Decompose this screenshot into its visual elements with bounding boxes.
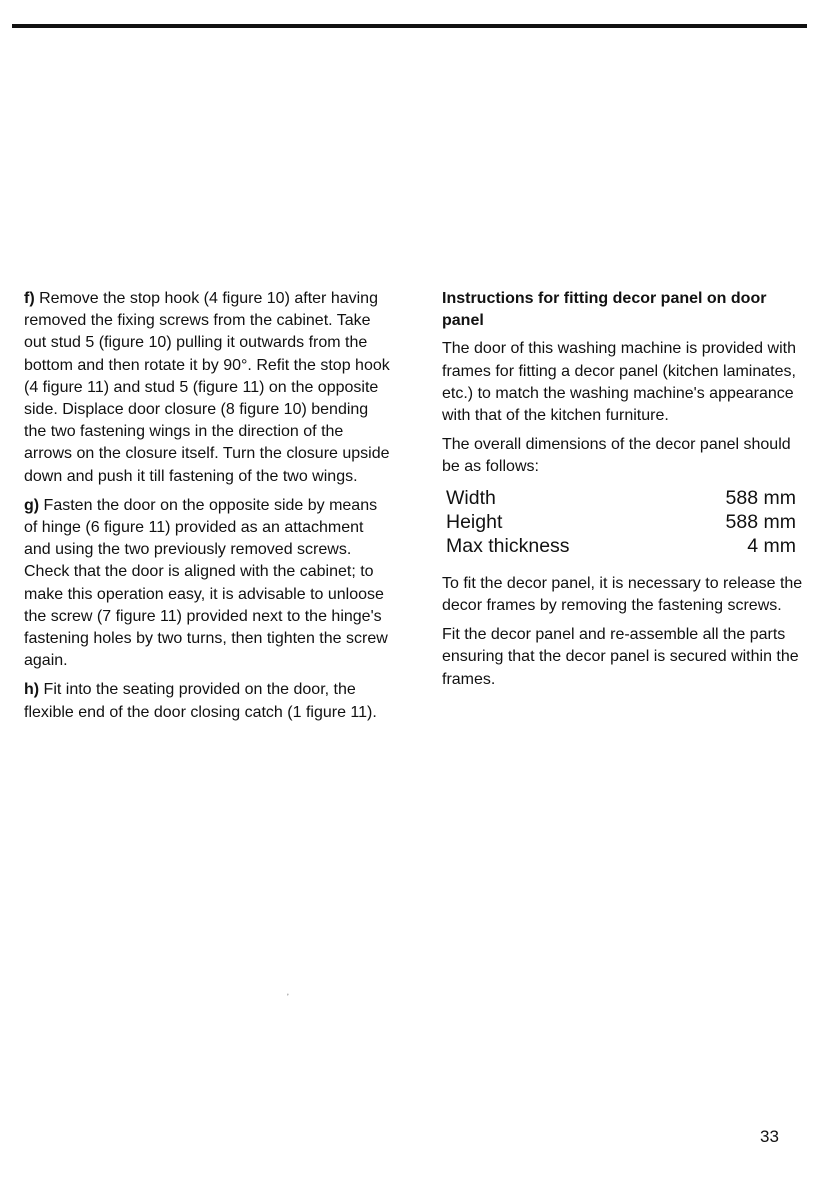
step-f-paragraph	[24, 288, 392, 488]
dimension-value: 588 mm	[725, 486, 796, 509]
step-g-text: Fasten the door on the opposite side by means of hinge (6 figure 11) provided as an attachment and using the two previously removed screws. Check that the door is aligned with the cabinet; to make this operation easy, it is advisable to unloose the screw (7 figure 11) provided next to the hinge's fastening holes by two turns, then tighten the screw again.	[24, 496, 388, 670]
decor-intro-paragraph: The door of this washing machine is provided with frames for fitting a decor panel (kitchen laminates, etc.) to match the washing machine's appearance with that of the kitchen furniture.	[442, 340, 796, 425]
dimension-value: 588 mm	[725, 511, 796, 534]
step-h-paragraph	[24, 679, 392, 723]
step-h-text: Fit into the seating provided on the door, the flexible end of the door closing catch (1 figure 11).	[24, 681, 377, 721]
right-column	[442, 288, 810, 698]
step-h-letter: h)	[24, 681, 40, 699]
step-g-paragraph	[24, 495, 392, 673]
dimension-row-width	[446, 486, 796, 510]
dimensions-table	[446, 486, 796, 559]
step-g-letter: g)	[24, 496, 40, 514]
page-number: 33	[760, 1127, 779, 1146]
top-rule	[12, 24, 807, 28]
dimension-label: Height	[446, 511, 503, 534]
dimension-value: 4 mm	[747, 535, 796, 558]
dimension-label: Max thickness	[446, 535, 570, 558]
decor-panel-heading: Instructions for fitting decor panel on door panel	[442, 290, 767, 330]
fit-paragraph-2: Fit the decor panel and re-assemble all the parts ensuring that the decor panel is secured within the frames.	[442, 626, 799, 688]
dimension-row-thickness	[446, 534, 796, 558]
dimension-label: Width	[446, 486, 496, 509]
step-f-text: Remove the stop hook (4 figure 10) after having removed the fixing screws from the cabinet. Take out stud 5 (figure 10) pulling it outwards from the bottom and then rotate it by 90°. Refit the stop hook (4 figure 11) and stud 5 (figure 11) on the opposite side. Displace door closure (8 figure 10) bending the two fastening wings in the direction of the arrows on the closure itself. Turn the closure upside down and push it till fastening of the two wings.	[24, 290, 390, 485]
dimension-row-height	[446, 510, 796, 534]
dimensions-intro-paragraph: The overall dimensions of the decor panel should be as follows:	[442, 436, 791, 476]
left-column	[24, 288, 392, 731]
fit-paragraph-1: To fit the decor panel, it is necessary to release the decor frames by removing the fastening screws.	[442, 574, 803, 615]
stray-mark: ʼ	[287, 993, 289, 1002]
step-f-letter: f)	[24, 290, 35, 307]
